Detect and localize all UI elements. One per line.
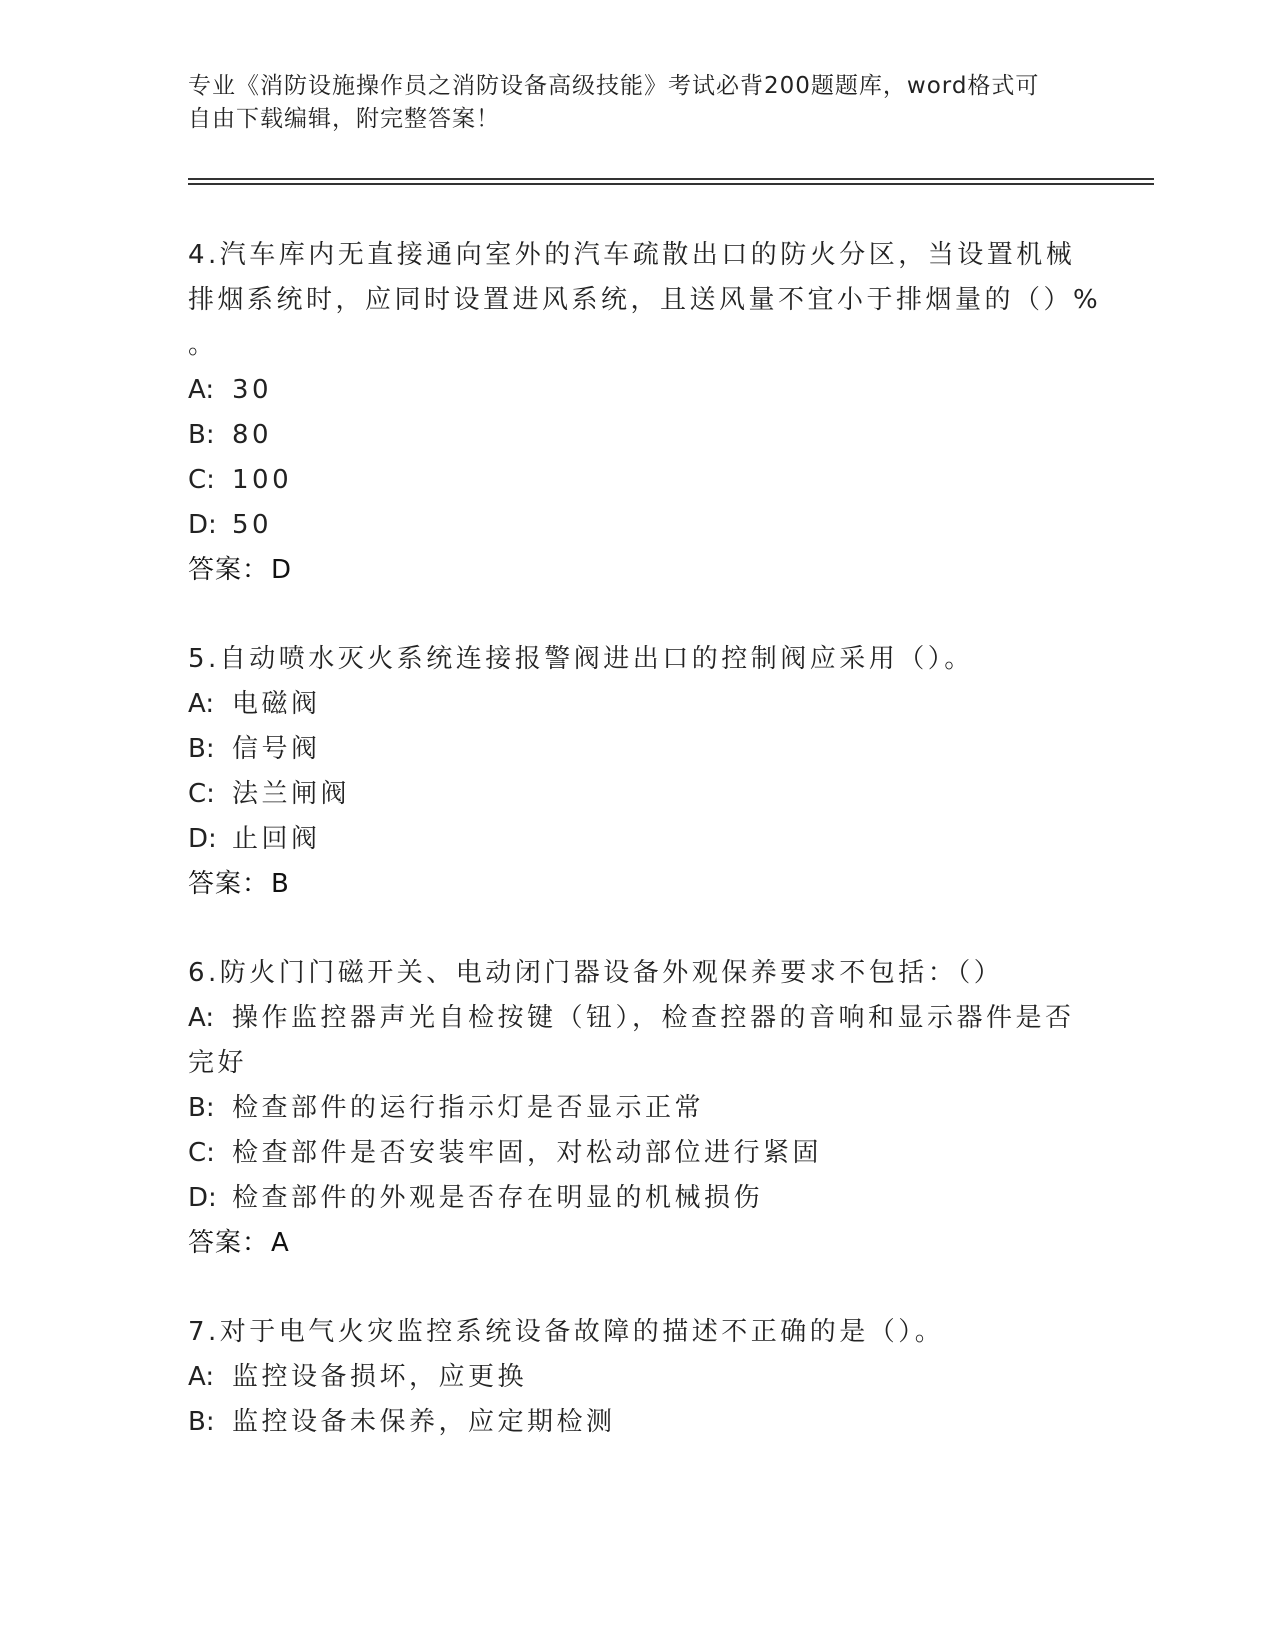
question-text: 4.汽车库内无直接通向室外的汽车疏散出口的防火分区，当设置机械 — [188, 240, 1076, 270]
option-text: 80 — [232, 420, 273, 450]
option-text: 50 — [232, 510, 273, 540]
option-letter: D: — [188, 1183, 217, 1213]
question-text: 。 — [188, 330, 218, 360]
option-text: 100 — [232, 465, 293, 495]
option-text: 操作监控器声光自检按键（钮），检查控器的音响和显示器件是否 — [232, 1003, 1075, 1033]
option-b — [188, 1086, 1088, 1131]
answer-label: 答案： — [188, 869, 270, 899]
option-letter: C: — [188, 465, 215, 495]
option-a — [188, 368, 1088, 413]
option-letter: A: — [188, 689, 215, 719]
option-letter: B: — [188, 1093, 215, 1123]
question-text: 6.防火门门磁开关、电动闭门器设备外观保养要求不包括：（） — [188, 958, 1004, 988]
option-text: 法兰闸阀 — [232, 779, 351, 809]
answer-label: 答案： — [188, 1228, 270, 1258]
answer — [188, 862, 1088, 907]
question-text: 排烟系统时，应同时设置进风系统，且送风量不宜小于排烟量的（）% — [188, 285, 1102, 315]
option-a-continuation: 完好 — [188, 1048, 248, 1078]
option-letter: B: — [188, 420, 215, 450]
question-4 — [188, 233, 1102, 593]
answer-value: A — [271, 1228, 289, 1258]
option-letter: B: — [188, 734, 215, 764]
option-letter: B: — [188, 1407, 215, 1437]
option-a — [188, 1355, 1088, 1400]
option-a — [188, 682, 1088, 727]
header-divider-bottom — [188, 183, 1154, 185]
header-line-2: 自由下载编辑，附完整答案！ — [188, 106, 500, 132]
option-c — [188, 1131, 1088, 1176]
header-line-1: 专业《消防设施操作员之消防设备高级技能》考试必背200题题库，word格式可 — [188, 73, 1040, 99]
answer-value: B — [271, 869, 289, 899]
question-text: 5.自动喷水灭火系统连接报警阀进出口的控制阀应采用（）。 — [188, 644, 974, 674]
answer-value: D — [271, 555, 292, 585]
option-text: 检查部件的外观是否存在明显的机械损伤 — [232, 1183, 764, 1213]
answer — [188, 1221, 1088, 1266]
option-letter: A: — [188, 1003, 215, 1033]
option-d — [188, 817, 1088, 862]
document-header — [188, 70, 1068, 136]
option-b — [188, 413, 1088, 458]
option-b — [188, 1400, 1088, 1445]
option-text: 止回阀 — [232, 824, 321, 854]
option-letter: A: — [188, 1362, 215, 1392]
question-7 — [188, 1310, 1088, 1445]
option-letter: C: — [188, 779, 215, 809]
option-c — [188, 458, 1088, 503]
option-text: 30 — [232, 375, 273, 405]
answer — [188, 548, 1088, 593]
option-letter: D: — [188, 510, 217, 540]
option-d — [188, 1176, 1088, 1221]
option-a — [188, 996, 1088, 1041]
option-letter: D: — [188, 824, 217, 854]
option-text: 电磁阀 — [232, 689, 321, 719]
question-list — [188, 233, 1102, 1489]
option-text: 监控设备损坏，应更换 — [232, 1362, 528, 1392]
option-letter: A: — [188, 375, 215, 405]
header-divider-top — [188, 178, 1154, 180]
question-6 — [188, 951, 1088, 1266]
option-text: 检查部件是否安装牢固，对松动部位进行紧固 — [232, 1138, 823, 1168]
answer-label: 答案： — [188, 555, 270, 585]
option-c — [188, 772, 1088, 817]
option-d — [188, 503, 1088, 548]
option-text: 监控设备未保养，应定期检测 — [232, 1407, 616, 1437]
option-b — [188, 727, 1088, 772]
option-text: 检查部件的运行指示灯是否显示正常 — [232, 1093, 705, 1123]
question-5 — [188, 637, 1088, 907]
option-letter: C: — [188, 1138, 215, 1168]
option-text: 信号阀 — [232, 734, 321, 764]
question-text: 7.对于电气火灾监控系统设备故障的描述不正确的是（）。 — [188, 1317, 945, 1347]
